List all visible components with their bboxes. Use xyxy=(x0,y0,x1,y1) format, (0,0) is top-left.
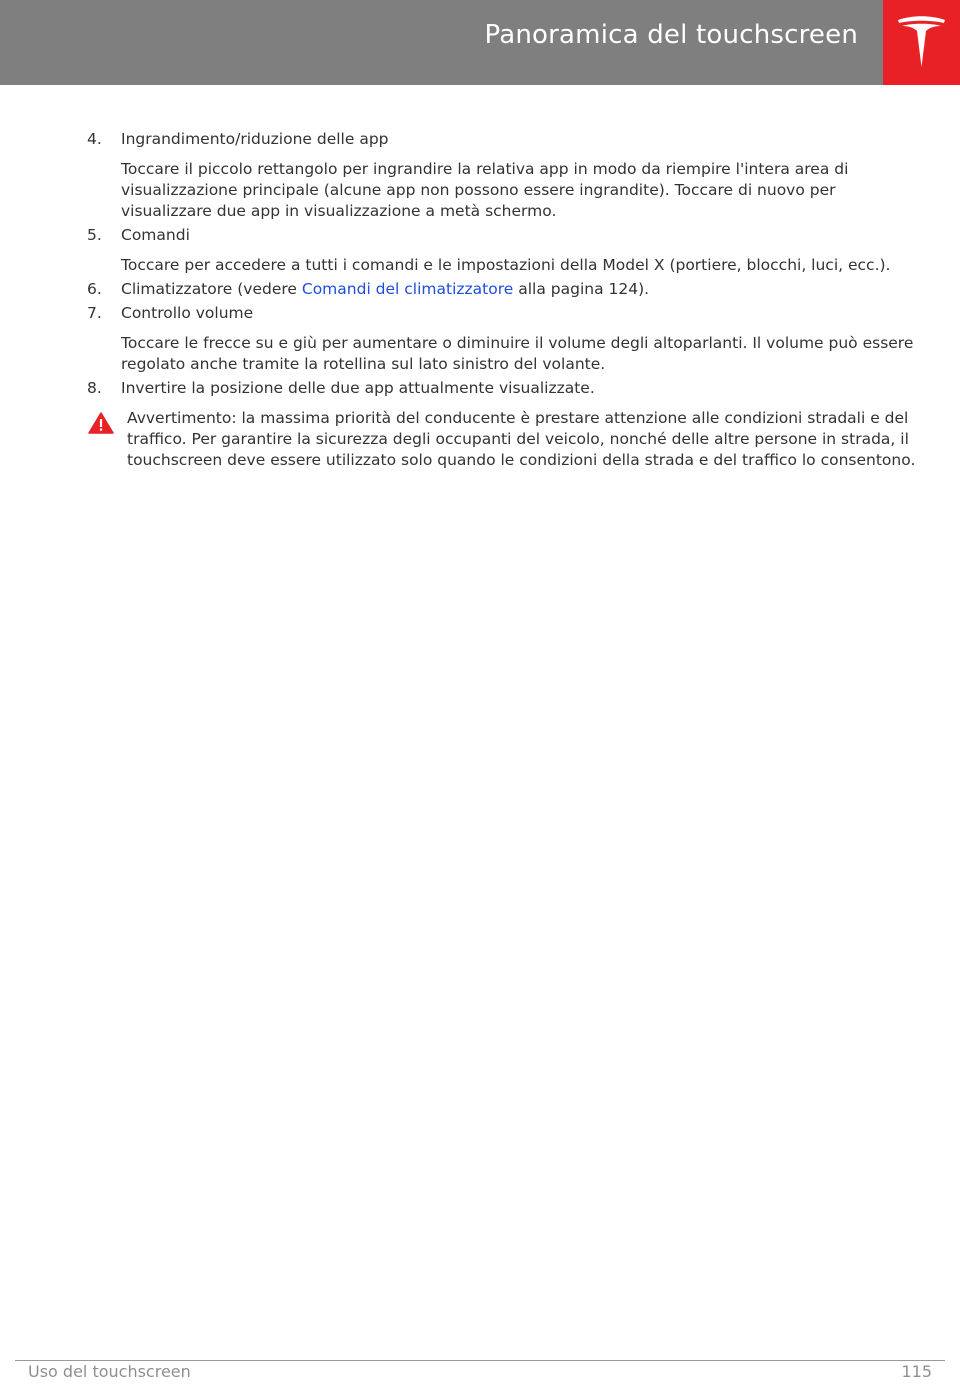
item-number: 5. xyxy=(87,226,102,244)
footer-divider xyxy=(15,1360,945,1361)
main-content xyxy=(87,129,917,471)
item-title: Comandi xyxy=(121,226,190,244)
warning-note xyxy=(87,408,917,471)
item-text-after: alla pagina 124). xyxy=(513,280,650,298)
item-number: 7. xyxy=(87,304,102,322)
page-number: 115 xyxy=(901,1362,932,1381)
list-item xyxy=(87,225,917,276)
item-title: Ingrandimento/riduzione delle app xyxy=(121,130,389,148)
list-item xyxy=(87,303,917,375)
list-item xyxy=(87,279,917,300)
item-text-before: Climatizzatore (vedere xyxy=(121,280,302,298)
page-header xyxy=(0,0,960,85)
item-title: Invertire la posizione delle due app attualmente visualizzate. xyxy=(121,379,595,397)
item-title xyxy=(121,279,917,300)
item-title: Controllo volume xyxy=(121,304,254,322)
item-number: 8. xyxy=(87,379,102,397)
footer-section-name: Uso del touchscreen xyxy=(28,1362,191,1381)
item-description: Toccare il piccolo rettangolo per ingrandire la relativa app in modo da riempire l'intera area di visualizzazione principale (alcune app non possono essere ingrandite). Toccare di nuovo per visualizzare due app in visualizzazione a metà schermo. xyxy=(121,160,849,220)
item-description: Toccare le frecce su e giù per aumentare o diminuire il volume degli altoparlanti. Il volume può essere regolato anche tramite la rotellina sul lato sinistro del volante. xyxy=(121,334,914,373)
climate-controls-link[interactable]: Comandi del climatizzatore xyxy=(301,280,514,298)
logo-box xyxy=(883,0,960,85)
warning-text: Avvertimento: la massima priorità del conducente è prestare attenzione alle condizioni stradali e del traffico. Per garantire la sicurezza degli occupanti del veicolo, nonché delle altre persone in strada, il touchscreen deve essere utilizzato solo quando le condizioni della strada e del traffico lo consentono. xyxy=(127,409,916,469)
item-number: 4. xyxy=(87,130,102,148)
warning-triangle-icon xyxy=(88,412,114,434)
item-number: 6. xyxy=(87,280,102,298)
tesla-logo-icon xyxy=(896,14,947,70)
item-description: Toccare per accedere a tutti i comandi e le impostazioni della Model X (portiere, blocchi, luci, ecc.). xyxy=(121,256,891,274)
page-title: Panoramica del touchscreen xyxy=(484,20,858,50)
list-item xyxy=(87,129,917,222)
list-item xyxy=(87,378,917,399)
